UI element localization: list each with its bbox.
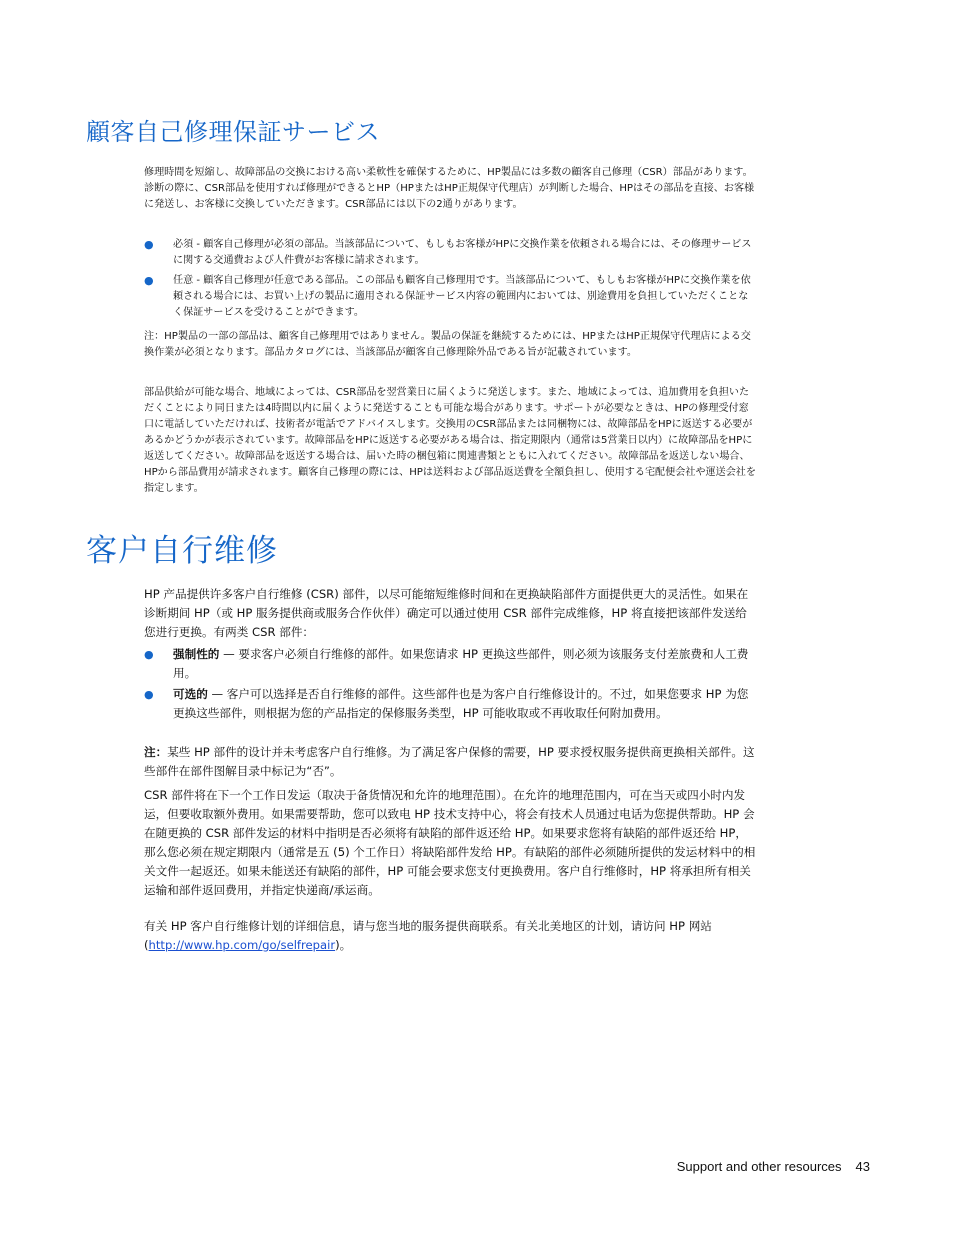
bullet-dot-icon: ● <box>144 648 154 661</box>
chinese-intro-paragraph: HP 产品提供许多客户自行维修 (CSR) 部件，以尽可能缩短维修时间和在更换缺陷部件方面提供更大的灵活性。如果在诊断期间 HP（或 HP 服务提供商或服务合作伙伴）确定可以通过使用 CSR 部件完成维修，HP 将直接把该部件发送给您进行更换。有两类 CSR 部件： <box>144 587 749 639</box>
selfrepair-link[interactable]: http://www.hp.com/go/selfrepair <box>148 938 336 952</box>
chinese-contact-paragraph <box>144 917 756 955</box>
japanese-supply-paragraph: 部品供給が可能な場合、地域によっては、CSR部品を翌営業日に届くように発送します。また、地域によっては、追加費用を負担いただくことにより同日または4時間以内に届くように発送することも可能な場合があります。サポートが必要なときは、HPの修理受付窓口に電話していただければ、技術者が電話でアドバイスします。交換用のCSR部品または同梱物には、故障部品をHPに返送する必要があるかどうかが表示されています。故障部品をHPに返送する必要がある場合は、指定期限内（通常は5営業日以内）に故障部品をHPに返送してください。故障部品を返送する場合は、届いた時の梱包箱に関連書類とともに入れてください。故障部品を返送しない場合、HPから部品費用が請求されます。顧客自己修理の際には、HPは送料および部品返送費を全額負担し、使用する宅配便会社や運送会社を指定します。 <box>144 387 756 494</box>
japanese-note-paragraph: 注：HP製品の一部の部品は、顧客自己修理用ではありません。製品の保証を継続するためには、HPまたはHP正規保守代理店による交換作業が必須となります。部品カタログには、当該部品が顧客自己修理除外品である旨が記載されています。 <box>144 331 751 358</box>
contact-text-after: )。 <box>335 938 352 952</box>
chinese-bullet-optional <box>144 685 756 723</box>
japanese-intro-paragraph: 修理時間を短縮し、故障部品の交換における高い柔軟性を確保するために、HP製品には多数の顧客自己修理（CSR）部品があります。診断の際に、CSR部品を使用すれば修理ができるとHP（HPまたはHP正規保守代理店）が判断した場合、HPはその部品を直接、お客様に発送し、お客様に交換していただきます。CSR部品には以下の2通りがあります。 <box>144 167 755 210</box>
bullet-term: 可选的 <box>173 687 208 701</box>
page-number: 43 <box>855 1159 870 1174</box>
section-title-japanese: 顧客自己修理保証サービス <box>86 118 380 146</box>
chinese-note-paragraph <box>144 743 756 781</box>
bullet-description: — 客户可以选择是否自行维修的部件。这些部件也是为客户自行维修设计的。不过，如果您要求 HP 为您更换这些部件，则根据为您的产品指定的保修服务类型，HP 可能收取或不再收取任何附加费用。 <box>173 687 749 720</box>
chinese-supply-paragraph: CSR 部件将在下一个工作日发运（取决于备货情况和允许的地理范围）。在允许的地理范围内，可在当天或四小时内发运，但要收取额外费用。如果需要帮助，您可以致电 HP 技术支持中心，将会有技术人员通过电话为您提供帮助。HP 会在随更换的 CSR 部件发运的材料中指明是否必须将有缺陷的部件返还给 HP。如果要求您将有缺陷的部件返还给 HP，那么您必须在规定期限内（通常是五 (5) 个工作日）将缺陷部件发给 HP。有缺陷的部件必须随所提供的发运材料中的相关文件一起返还。如果未能送还有缺陷的部件，HP 可能会要求您支付更换费用。客户自行维修时，HP 将承担所有相关运输和部件返回费用，并指定快递商/承运商。 <box>144 788 756 897</box>
japanese-bullet-text: 必須 - 顧客自己修理が必須の部品。当該部品について、もしもお客様がHPに交換作業を依頼される場合には、その修理サービスに関する交通費および人件費がお客様に請求されます。 <box>173 239 752 266</box>
contact-text-before: 有关 HP 客户自行维修计划的详细信息，请与您当地的服务提供商联系。有关北美地区的计划，请访问 HP 网站 ( <box>144 919 712 952</box>
japanese-bullet-text: 任意 - 顧客自己修理が任意である部品。この部品も顧客自己修理用です。当該部品について、もしもお客様がHPに交換作業を依頼される場合には、お買い上げの製品に適用される保証サービス内容の範囲内においては、別途費用を負担していただくことなく保証サービスを受けることができます。 <box>173 275 751 318</box>
bullet-description: — 要求客户必须自行维修的部件。如果您请求 HP 更换这些部件，则必须为该服务支付差旅费和人工费用。 <box>173 647 749 680</box>
bullet-dot-icon: ● <box>144 274 154 287</box>
japanese-bullet-optional <box>144 273 756 321</box>
bullet-dot-icon: ● <box>144 688 154 701</box>
bullet-dot-icon: ● <box>144 238 154 251</box>
japanese-bullet-required <box>144 237 756 269</box>
note-label: 注： <box>144 745 168 759</box>
chinese-bullet-mandatory <box>144 645 756 683</box>
page-footer <box>560 1159 870 1174</box>
bullet-term: 强制性的 <box>173 647 220 661</box>
footer-section-name: Support and other resources <box>676 1159 842 1174</box>
section-title-chinese: 客户自行维修 <box>86 533 278 569</box>
note-text: 某些 HP 部件的设计并未考虑客户自行维修。为了满足客户保修的需要，HP 要求授权服务提供商更换相关部件。这些部件在部件图解目录中标记为“否”。 <box>144 745 755 778</box>
